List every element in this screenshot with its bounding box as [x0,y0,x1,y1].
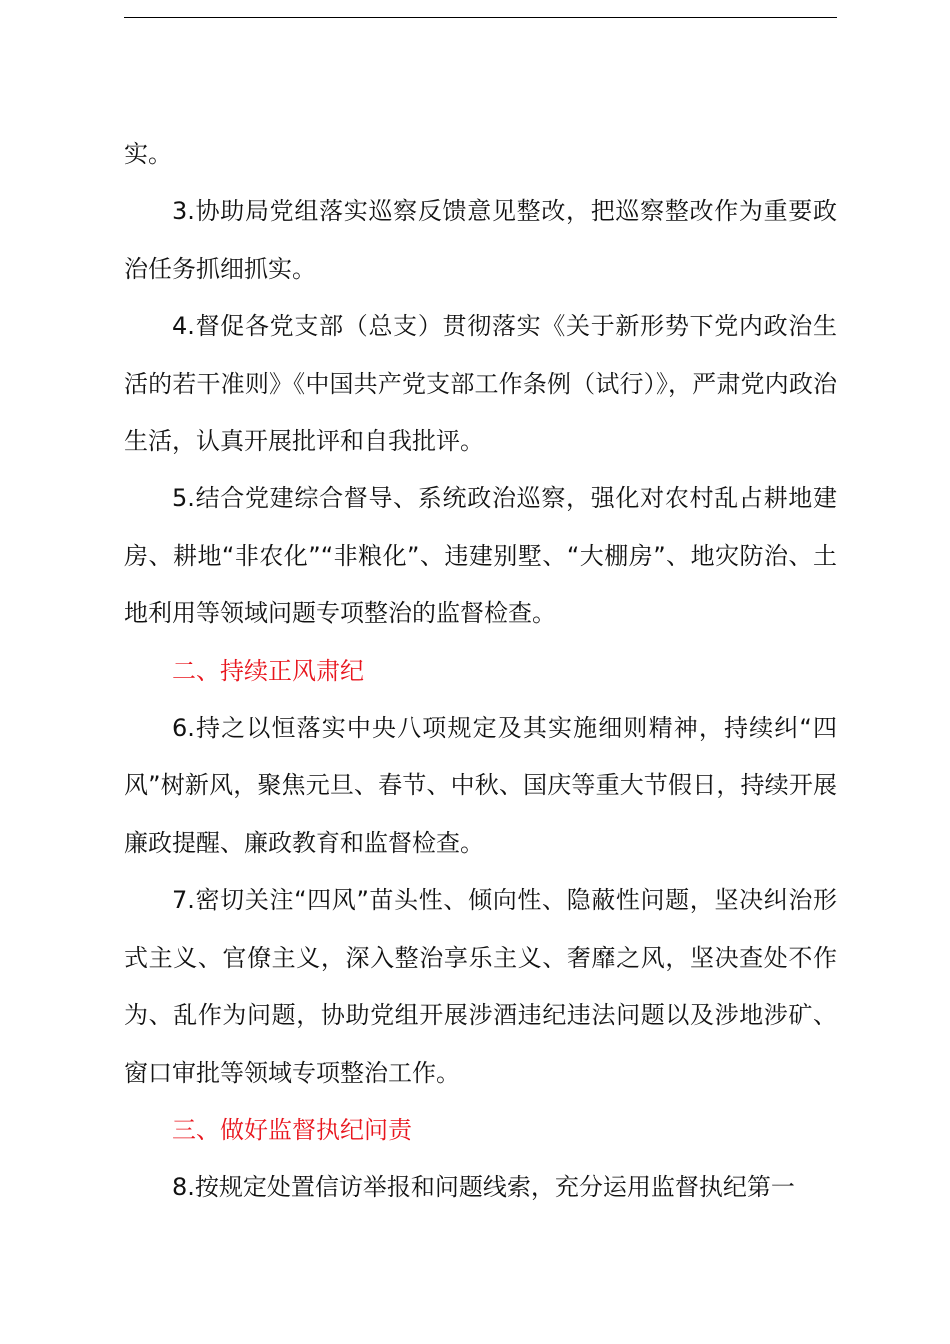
paragraph-item-3: 3.协助局党组落实巡察反馈意见整改，把巡察整改作为重要政治任务抓细抓实。 [124,197,837,283]
paragraph-item-6: 6.持之以恒落实中央八项规定及其实施细则精神，持续纠“四风”树新风，聚焦元旦、春节、中秋、国庆等重大节假日，持续开展廉政提醒、廉政教育和监督检查。 [124,714,837,857]
paragraph-continuation: 实。 [124,140,172,168]
header-rule [124,17,837,18]
paragraph-item-8: 8.按规定处置信访举报和问题线索，充分运用监督执纪第一 [172,1173,795,1202]
paragraph-item-4: 4.督促各党支部（总支）贯彻落实《关于新形势下党内政治生活的若干准则》《中国共产党支部工作条例（试行）》，严肃党内政治生活，认真开展批评和自我批评。 [124,312,837,456]
paragraph-item-7: 7.密切关注“四风”苗头性、倾向性、隐蔽性问题，坚决纠治形式主义、官僚主义，深入整治享乐主义、奢靡之风，坚决查处不作为、乱作为问题，协助党组开展涉酒违纪违法问题以及涉地涉矿、窗口审批等领域专项整治工作。 [124,886,837,1087]
document-body [124,126,837,1217]
section-heading-2: 二、持续正风肃纪 [172,656,364,685]
paragraph-item-5: 5.结合党建综合督导、系统政治巡察，强化对农村乱占耕地建房、耕地“非农化”“非粮化”、违建别墅、“大棚房”、地灾防治、土地利用等领域问题专项整治的监督检查。 [124,484,837,628]
section-heading-3: 三、做好监督执纪问责 [172,1115,412,1144]
